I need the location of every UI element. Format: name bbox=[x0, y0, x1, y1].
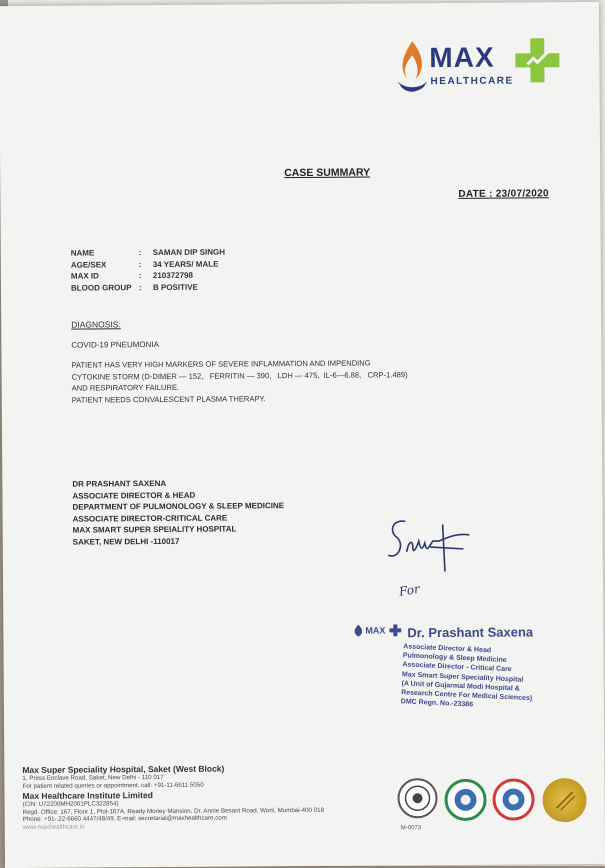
nabh-badge-green bbox=[444, 779, 486, 821]
green-cross-icon bbox=[513, 36, 561, 84]
doctor-address: SAKET, NEW DELHI -110017 bbox=[72, 536, 180, 547]
field-label: MAX ID bbox=[70, 271, 99, 281]
footer-contact: For patient related queries or appointment, call: +91-11-6611 5050 bbox=[22, 781, 204, 790]
patient-row-age: AGE/SEX : 34 YEARS/ MALE bbox=[70, 259, 219, 270]
patient-info bbox=[71, 247, 226, 294]
footer-institute: Max Healthcare Institute Limited bbox=[22, 790, 153, 801]
doctor-title: ASSOCIATE DIRECTOR & HEAD bbox=[72, 490, 196, 501]
nabh-seal-icon bbox=[495, 781, 531, 817]
stamp-flame-icon bbox=[351, 624, 365, 638]
accreditation-badge-1 bbox=[396, 777, 438, 819]
doctor-department: DEPARTMENT OF PULMONOLOGY & SLEEP MEDICINE bbox=[72, 501, 285, 512]
certification-seal-icon bbox=[396, 777, 438, 819]
diagnosis-heading: DIAGNOSIS: bbox=[71, 319, 121, 330]
field-value: SAMAN DIP SINGH bbox=[152, 247, 226, 258]
stamp-cross-icon bbox=[389, 624, 401, 636]
stamp-details: Associate Director & Head Pulmonology & Sleep Medicine Associate Director - Critical Care Max Smart Super Speciality Hospital (A Unit of Gujarmal Modi Hospital & Research Centre For Medical Sciences) DMC Regn. No.-23386 bbox=[400, 643, 533, 709]
footer-cin: (CIN: U72200MH2001PLC322854) bbox=[22, 800, 119, 808]
patient-row-name: NAME : SAMAN DIP SINGH bbox=[70, 247, 226, 258]
flame-logo-icon bbox=[395, 39, 429, 95]
field-label: BLOOD GROUP bbox=[70, 282, 132, 293]
diagnosis-details: PATIENT HAS VERY HIGH MARKERS OF SEVERE INFLAMMATION AND IMPENDING CYTOKINE STORM (D-DIMER — 152, FERRITIN — 390, LDH — 475, IL-6—6.88, CRP-1.489) AND RESPIRATORY FAILURE. PATIENT NEEDS CONVALESCENT PLASMA THERAPY. bbox=[71, 358, 408, 405]
handwritten-for: For bbox=[398, 581, 421, 599]
doctor-name: DR PRASHANT SAXENA bbox=[72, 478, 167, 489]
field-value: B POSITIVE bbox=[152, 282, 198, 292]
nabh-badge-red bbox=[492, 778, 534, 820]
badge-code: M-0073 bbox=[400, 825, 422, 832]
document-title: CASE SUMMARY bbox=[284, 166, 371, 180]
field-label: NAME bbox=[70, 248, 95, 258]
patient-row-blood: BLOOD GROUP : B POSITIVE bbox=[70, 282, 198, 293]
doctor-hospital: MAX SMART SUPER SPEIALITY HOSPITAL bbox=[72, 524, 237, 535]
footer-hospital: Max Super Speciality Hospital, Saket (West Block) bbox=[22, 763, 225, 775]
footer-address: 1, Press Enclave Road, Saket, New Delhi - 110 017 bbox=[22, 773, 164, 782]
field-value: 34 YEARS/ MALE bbox=[152, 259, 219, 269]
stamp-doctor-name: Dr. Prashant Saxena bbox=[407, 624, 534, 641]
field-value: 210372798 bbox=[152, 270, 193, 281]
stamp-logo-text: MAX bbox=[365, 625, 386, 636]
logo-subtitle: HEALTHCARE bbox=[430, 75, 514, 88]
footer-phone: Phone: +91- 22-6660 4447/48/49, E-mail: secretarial@maxhealthcare.com bbox=[22, 814, 227, 823]
patient-row-id: MAX ID : 210372798 bbox=[70, 270, 193, 281]
case-summary-document bbox=[0, 2, 605, 868]
logo-wordmark: MAX bbox=[429, 41, 495, 74]
document-date: DATE : 23/07/2020 bbox=[458, 188, 549, 200]
field-label: AGE/SEX bbox=[70, 259, 107, 270]
gold-accreditation-badge bbox=[542, 778, 586, 822]
gold-seal-icon bbox=[542, 778, 586, 822]
handwritten-signature bbox=[383, 511, 483, 582]
doctor-title-2: ASSOCIATE DIRECTOR-CRITICAL CARE bbox=[72, 513, 228, 524]
footer-website: www.maxhealthcare.in bbox=[22, 823, 85, 831]
footer-regd-office: Regd. Office: 167, Floor 1, Plot-167A, Ready Money Mansion, Dr. Annie Besant Road, Worli, Mumbai-400 018 bbox=[22, 806, 325, 816]
nabh-seal-icon bbox=[447, 782, 483, 818]
footer bbox=[22, 763, 324, 831]
diagnosis-primary: COVID-19 PNEUMONIA bbox=[71, 339, 159, 350]
doctor-block bbox=[72, 477, 284, 548]
